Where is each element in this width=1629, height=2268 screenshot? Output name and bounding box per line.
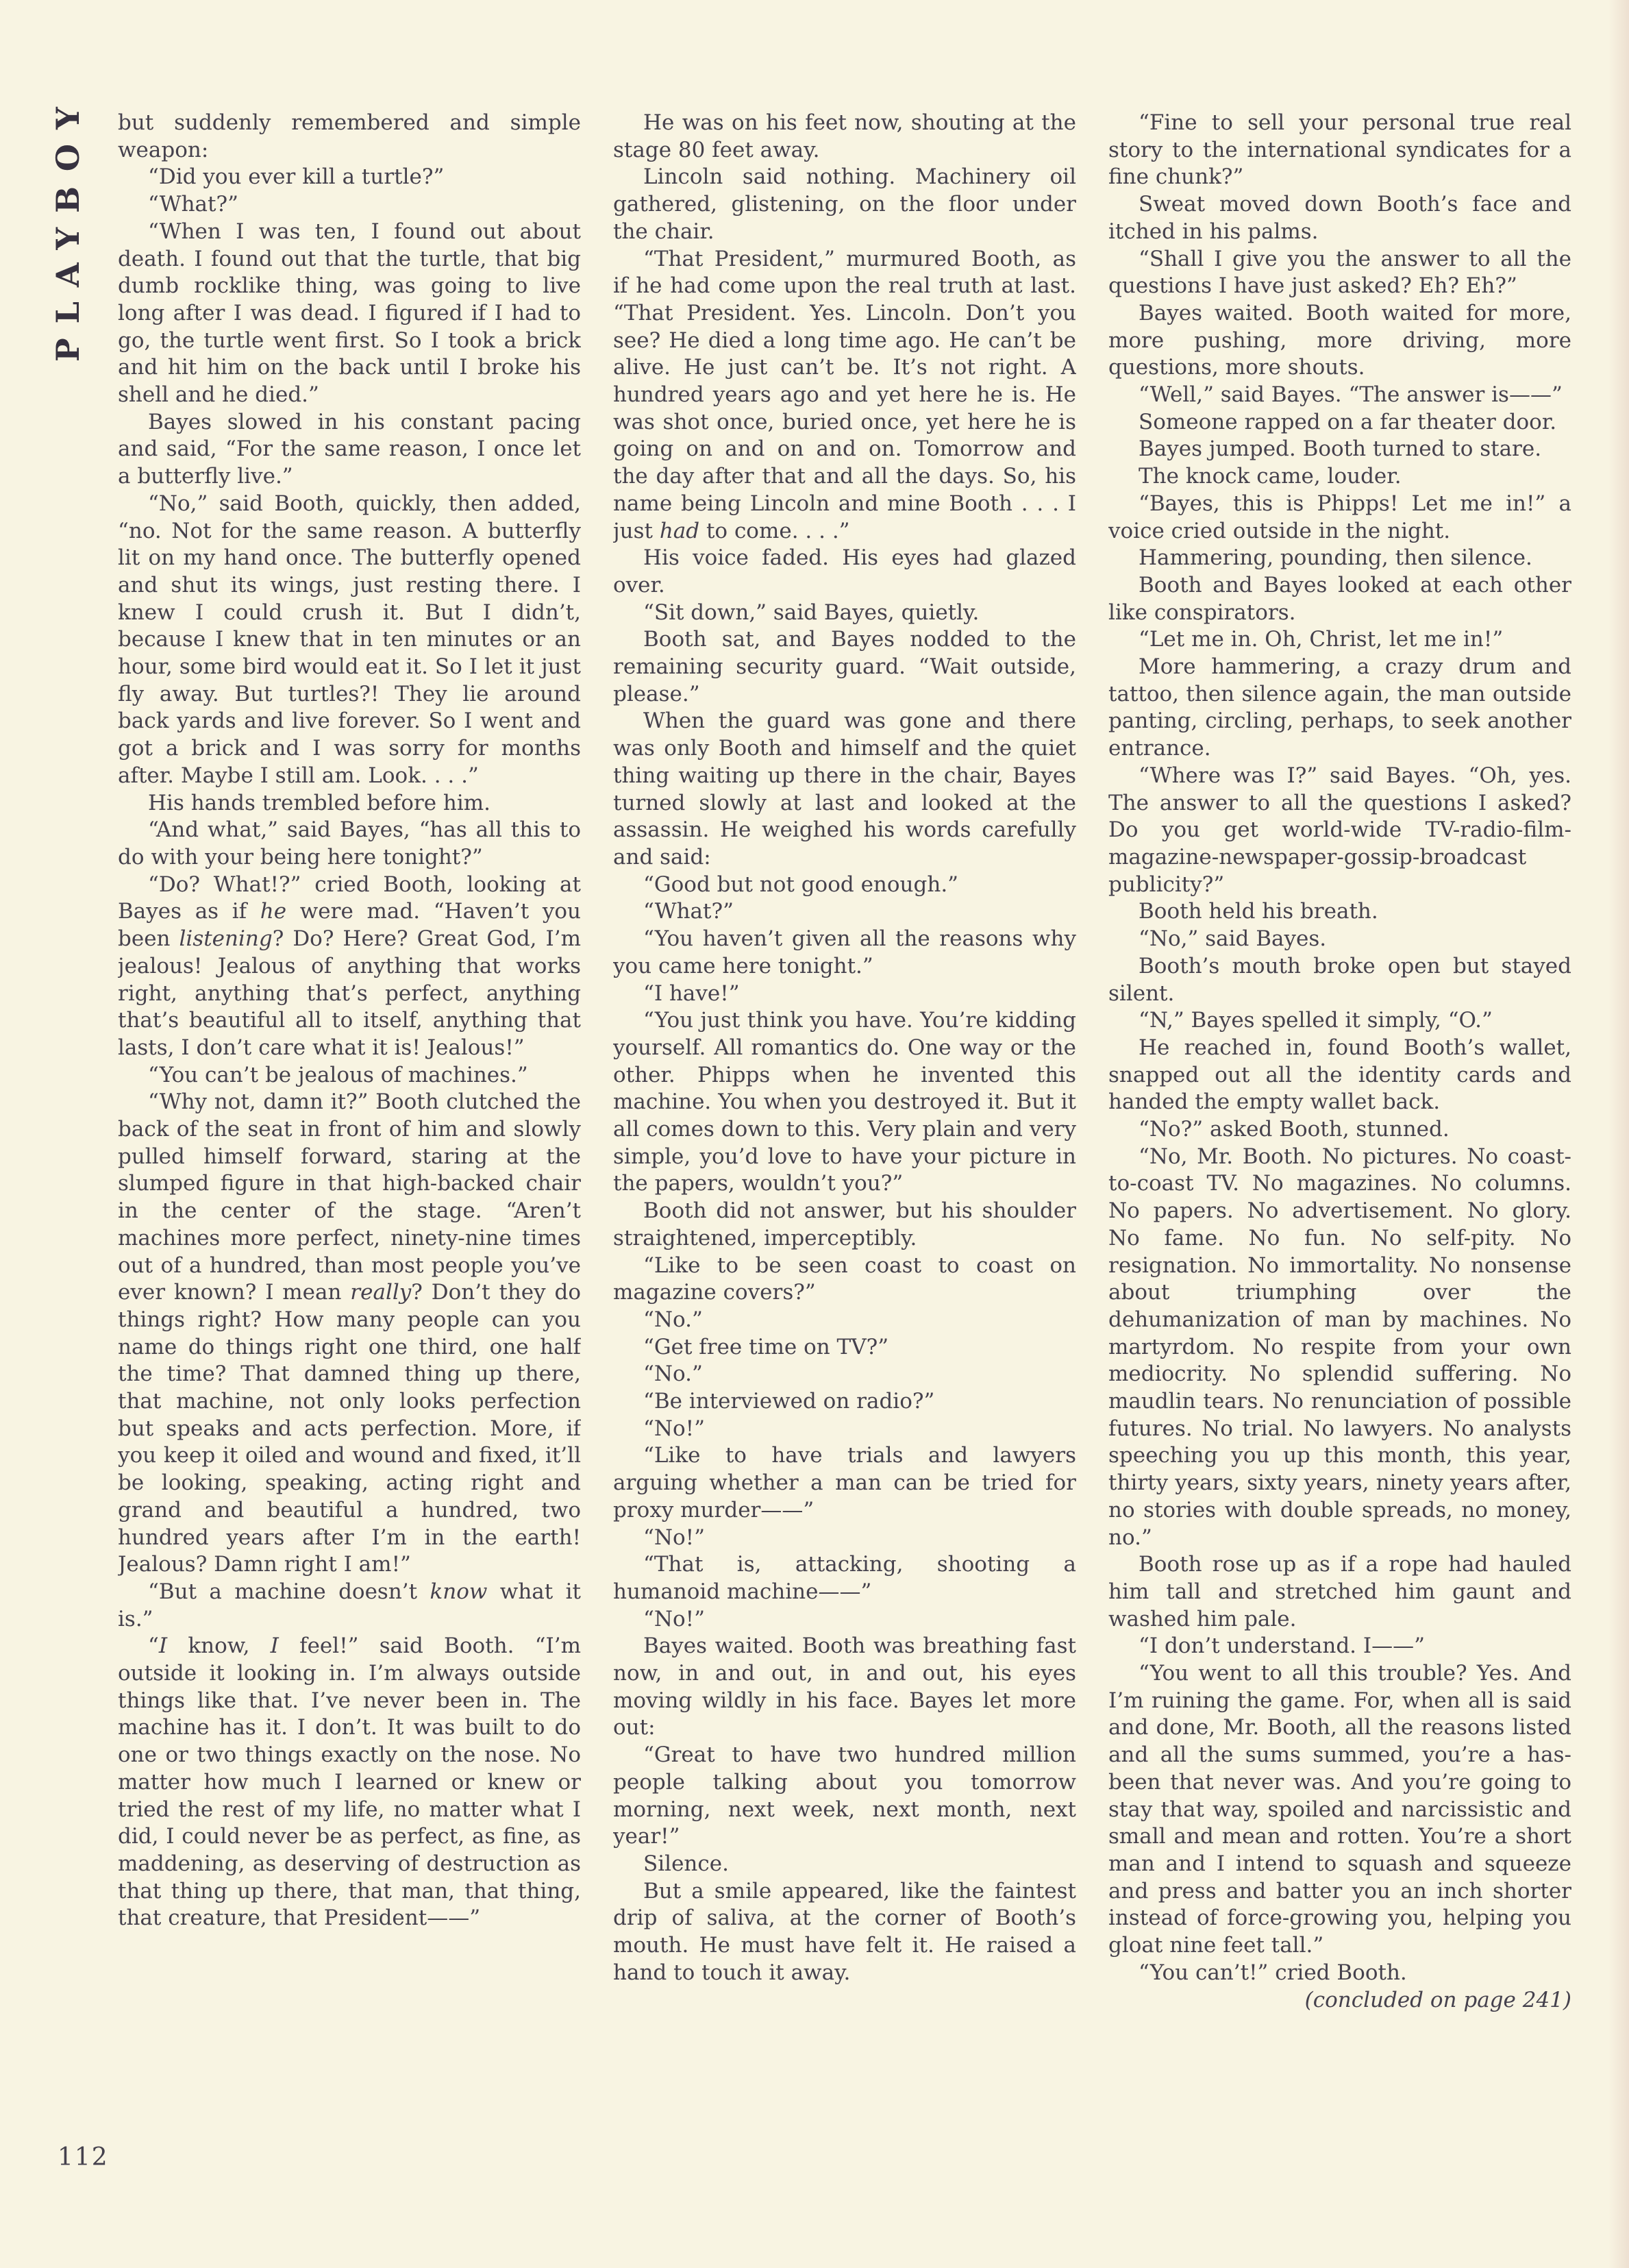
text-run: know, (167, 1634, 271, 1659)
paragraph (118, 409, 581, 491)
paragraph (613, 1007, 1076, 1198)
column-3 (1108, 110, 1571, 2193)
paragraph (613, 164, 1076, 245)
paragraph (613, 600, 1076, 627)
paragraph (118, 790, 581, 817)
text-run: His voice faded. His eyes had glazed over. (613, 545, 1076, 597)
text-run: “No!” (643, 1606, 705, 1631)
text-run: “Like to have trials and lawyers arguing whether a man can be tried for proxy murder——” (613, 1443, 1076, 1523)
text-run: He was on his feet now, shouting at the stage 80 feet away. (613, 110, 1076, 162)
text-run: “Be interviewed on radio?” (643, 1389, 935, 1414)
text-run: More hammering, a crazy drum and tattoo, then silence again, the man outside panting, circling, perhaps, to seek another entrance. (1108, 654, 1571, 761)
paragraph (613, 1388, 1076, 1416)
text-run: “Bayes, this is Phipps! Let me in!” a voice cried outside in the night. (1108, 491, 1571, 543)
paragraph (1108, 436, 1571, 463)
paragraph (118, 872, 581, 1062)
paragraph (1108, 1007, 1571, 1035)
text-run: “N,” Bayes spelled it simply, “O.” (1139, 1008, 1493, 1033)
text-run: but suddenly remembered and simple weapon: (118, 110, 581, 162)
paragraph (1108, 1144, 1571, 1552)
text-run: When the guard was gone and there was only Booth and himself and the quiet thing waiting up there in the chair, Bayes turned slowly at last and looked at the assassin. He weighed his words carefully and said: (613, 708, 1076, 870)
paragraph (1108, 626, 1571, 654)
italic-text-run: really (350, 1280, 412, 1305)
text-run: Bayes jumped. Booth turned to stare. (1139, 436, 1542, 462)
text-run: Silence. (643, 1851, 729, 1876)
text-run: “Sit down,” said Bayes, quietly. (643, 600, 980, 625)
text-run: The knock came, louder. (1139, 464, 1402, 489)
paragraph (613, 898, 1076, 926)
paragraph (1108, 763, 1571, 899)
text-run: “What?” (643, 899, 734, 924)
paragraph (1108, 300, 1571, 382)
paragraph (613, 981, 1076, 1008)
text-run: “No.” (643, 1361, 703, 1387)
text-run: “No!” (643, 1416, 705, 1441)
text-run: “No,” said Booth, quickly, then added, “no. Not for the same reason. A butterfly lit on my hand once. The butterfly opened and shut its wings, just resting there. I knew I could crush it. But I didn’t, because I knew that in ten minutes or an hour, some bird would eat it. So I let it just fly away. But turtles?! They lie around back yards and live forever. So I went and got a brick and I was sorry for months after. Maybe I still am. Look. . . .” (118, 491, 581, 788)
text-run: “When I was ten, I found out about death. I found out that the turtle, that big dumb rocklike thing, was going to live long after I was dead. I figured if I had to go, the turtle went first. So I took a brick and hit him on the back until I broke his shell and he died.” (118, 219, 581, 408)
paragraph (118, 1089, 581, 1579)
paragraph (1108, 191, 1571, 245)
paragraph (1108, 898, 1571, 926)
text-run: Sweat moved down Booth’s face and itched in his palms. (1108, 192, 1571, 244)
text-run: “Fine to sell your personal true real story to the international syndicates for a fine chunk?” (1108, 110, 1571, 190)
paragraph (1108, 654, 1571, 763)
text-run: “ (148, 1634, 159, 1659)
paragraph (118, 817, 581, 871)
paragraph (1108, 1987, 1571, 2014)
paragraph (118, 491, 581, 790)
paragraph (118, 1633, 581, 1932)
text-run: Booth and Bayes looked at each other like conspirators. (1108, 572, 1571, 625)
page-edge-shadow (1608, 0, 1629, 2268)
paragraph (1108, 1633, 1571, 1660)
italic-text-run: (concluded on page 241) (1304, 1987, 1571, 2012)
paragraph (613, 1551, 1076, 1605)
paragraph (118, 191, 581, 219)
paragraph (613, 1416, 1076, 1443)
paragraph (613, 1606, 1076, 1634)
text-run: ? Don’t they do things right? How many people can you name do things right one third, one half the time? That damned thing up there, that machine, not only looks perfection but speaks and acts perfection. More, if you keep it oiled and wound and fixed, it’ll be looking, speaking, acting right and grand and beautiful a hundred, two hundred years after I’m in the earth! Jealous? Damn right I am!” (118, 1280, 581, 1577)
paragraph (118, 1579, 581, 1633)
text-run: feel!” said Booth. “I’m outside it looking in. I’m always outside things like that. I’ve never been in. The machine has it. I don’t. It was built to do one or two things exactly on the nose. No matter how much I learned or knew or tried the rest of my life, no matter what I did, I could never be as perfect, as fine, as maddening, as deserving of destruction as that thing up there, that man, that thing, that creature, that President——” (118, 1634, 581, 1931)
paragraph (118, 1062, 581, 1089)
text-run: “Do? What!?” cried Booth, looking at Bayes as if (118, 872, 581, 924)
paragraph (118, 164, 581, 191)
paragraph (613, 1851, 1076, 1878)
italic-text-run: know (430, 1579, 488, 1604)
paragraph (1108, 1116, 1571, 1144)
paragraph (1108, 246, 1571, 300)
paragraph (613, 626, 1076, 708)
text-run: were mad. “Haven’t you been (118, 899, 581, 952)
text-run: Lincoln said nothing. Machinery oil gathered, glistening, on the floor under the chair. (613, 164, 1076, 244)
italic-text-run: I (158, 1634, 168, 1659)
text-run: “That President,” murmured Booth, as if he had come upon the real truth at last. “That President. Yes. Lincoln. Don’t you see? He died a long time ago. He can’t be alive. He just can’t be. It’s not right. A hundred years ago and yet here he is. He was shot once, buried once, yet here he is going on and on and on. Tomorrow and the day after that and all the days. So, his name being Lincoln and mine Booth . . . I just (613, 246, 1076, 543)
paragraph (613, 926, 1076, 980)
text-run: “No.” (643, 1307, 703, 1332)
text-run: what it is.” (118, 1579, 581, 1631)
paragraph (613, 1878, 1076, 1987)
text-run: Booth held his breath. (1139, 899, 1378, 924)
paragraph (1108, 110, 1571, 191)
text-run: “Why not, damn it?” Booth clutched the back of the seat in front of him and slowly pulled himself forward, staring at the slumped figure in that high-backed chair in the center of the stage. “Aren’t machines more perfect, ninety-nine times out of a hundred, than most people you’ve ever known? I mean (118, 1089, 581, 1305)
italic-text-run: he (260, 899, 287, 924)
text-run: “Shall I give you the answer to all the questions I have just asked? Eh? Eh?” (1108, 246, 1571, 299)
text-run: “You can’t be jealous of machines.” (148, 1062, 528, 1087)
text-run: Booth did not answer, but his shoulder straightened, imperceptibly. (613, 1198, 1076, 1250)
text-run: to come. . . .” (699, 518, 850, 543)
text-run: “No,” said Bayes. (1139, 926, 1327, 952)
paragraph (1108, 953, 1571, 1007)
text-run: ? Do? Here? Great God, I’m jealous! Jealous of anything that works right, anything that’s perfect, anything that’s beautiful all to itself, anything that lasts, I don’t care what it is! Jealous!” (118, 926, 581, 1060)
text-run: Bayes slowed in his constant pacing and said, “For the same reason, I once let a butterfly live.” (118, 409, 581, 489)
text-run: “Like to be seen coast to coast on magazine covers?” (613, 1253, 1076, 1305)
paragraph (613, 1307, 1076, 1334)
text-run: “No?” asked Booth, stunned. (1139, 1117, 1450, 1142)
paragraph (1108, 926, 1571, 953)
paragraph (1108, 1551, 1571, 1633)
paragraph (613, 1253, 1076, 1307)
text-run: “What?” (148, 192, 238, 217)
paragraph (613, 872, 1076, 899)
paragraph (613, 545, 1076, 599)
paragraph (613, 1525, 1076, 1552)
italic-text-run: had (659, 518, 700, 543)
text-run: “Great to have two hundred million people talking about you tomorrow morning, next week, next month, next year!” (613, 1742, 1076, 1849)
text-run: “You haven’t given all the reasons why you came here tonight.” (613, 926, 1076, 978)
paragraph (1108, 1660, 1571, 1960)
text-run: “That is, attacking, shooting a humanoid machine——” (613, 1552, 1076, 1604)
column-1 (118, 110, 581, 2193)
text-run: Bayes waited. Booth was breathing fast now, in and out, in and out, his eyes moving wildly in his face. Bayes let more out: (613, 1634, 1076, 1740)
paragraph (118, 219, 581, 409)
text-run: He reached in, found Booth’s wallet, snapped out all the identity cards and handed the empty wallet back. (1108, 1035, 1571, 1115)
text-run: Someone rapped on a far theater door. (1139, 409, 1557, 434)
paragraph (1108, 572, 1571, 626)
text-run: Booth rose up as if a rope had hauled him tall and stretched him gaunt and washed him pale. (1108, 1552, 1571, 1631)
italic-text-run: listening (179, 926, 273, 952)
paragraph (613, 1361, 1076, 1388)
text-run: “Where was I?” said Bayes. “Oh, yes. The answer to all the questions I asked? Do you get world-wide TV-radio-film-magazine-newspaper-gossip-broadcast publicity?” (1108, 763, 1571, 897)
text-run: “You went to all this trouble? Yes. And I’m ruining the game. For, when all is said and done, Mr. Booth, all the reasons listed and all the sums summed, you’re a has-been that never was. And you’re going to stay that way, spoiled and narcissistic and small and mean and rotten. You’re a short man and I intend to squash and squeeze and press and batter you an inch shorter instead of force-growing you, helping you gloat nine feet tall.” (1108, 1661, 1571, 1958)
playboy-vertical-wordmark: PLAYBOY (49, 93, 86, 362)
page-number: 112 (58, 2143, 109, 2171)
paragraph (613, 1442, 1076, 1524)
text-run: His hands trembled before him. (148, 790, 491, 815)
text-columns (118, 110, 1571, 2193)
text-run: Hammering, pounding, then silence. (1139, 545, 1532, 571)
paragraph (1108, 382, 1571, 409)
text-run: But a smile appeared, like the faintest drip of saliva, at the corner of Booth’s mouth. He must have felt it. He raised a hand to touch it away. (613, 1878, 1076, 1985)
paragraph (613, 246, 1076, 545)
text-run: “No!” (643, 1525, 705, 1550)
text-run: “No, Mr. Booth. No pictures. No coast-to-coast TV. No magazines. No columns. No papers. No advertisement. No glory. No fame. No fun. No self-pity. No resignation. No immortality. No nonsense about triumphing over the dehumanization of man by machines. No martyrdom. No respite from your own mediocrity. No splendid suffering. No maudlin tears. No renunciation of possible futures. No trial. No lawyers. No analysts speeching you up this month, this year, thirty years, sixty years, ninety years after, no stories with double spreads, no money, no.” (1108, 1144, 1571, 1550)
text-run: Booth sat, and Bayes nodded to the remaining security guard. “Wait outside, please.” (613, 627, 1076, 706)
text-run: “You just think you have. You’re kidding yourself. All romantics do. One way or the other. Phipps when he invented this machine. You when you destroyed it. But it all comes down to this. Very plain and very simple, you’d love to have your picture in the papers, wouldn’t you?” (613, 1008, 1076, 1196)
paragraph (613, 708, 1076, 871)
text-run: “Get free time on TV?” (643, 1334, 889, 1359)
paragraph (1108, 409, 1571, 436)
paragraph (1108, 1035, 1571, 1116)
column-2 (613, 110, 1076, 2193)
paragraph (613, 1633, 1076, 1742)
text-run: “But a machine doesn’t (148, 1579, 430, 1604)
text-run: “I don’t understand. I——” (1139, 1634, 1425, 1659)
paragraph (1108, 491, 1571, 545)
text-run: “I have!” (643, 981, 740, 1006)
paragraph (613, 1742, 1076, 1851)
text-run: “You can’t!” cried Booth. (1139, 1960, 1407, 1985)
italic-text-run: I (270, 1634, 279, 1659)
text-run: “Well,” said Bayes. “The answer is——” (1139, 382, 1563, 408)
paragraph (118, 110, 581, 164)
paragraph (1108, 545, 1571, 572)
text-run: Booth’s mouth broke open but stayed silent. (1108, 953, 1571, 1006)
paragraph (1108, 463, 1571, 491)
text-run: “Good but not good enough.” (643, 872, 959, 897)
text-run: “Let me in. Oh, Christ, let me in!” (1139, 627, 1504, 652)
paragraph (613, 1334, 1076, 1361)
paragraph (1108, 1960, 1571, 1987)
text-run: “And what,” said Bayes, “has all this to do with your being here tonight?” (118, 817, 581, 870)
paragraph (613, 110, 1076, 164)
text-run: Bayes waited. Booth waited for more, more pushing, more driving, more questions, more shouts. (1108, 300, 1571, 380)
text-run: “Did you ever kill a turtle?” (148, 164, 445, 190)
paragraph (613, 1198, 1076, 1252)
